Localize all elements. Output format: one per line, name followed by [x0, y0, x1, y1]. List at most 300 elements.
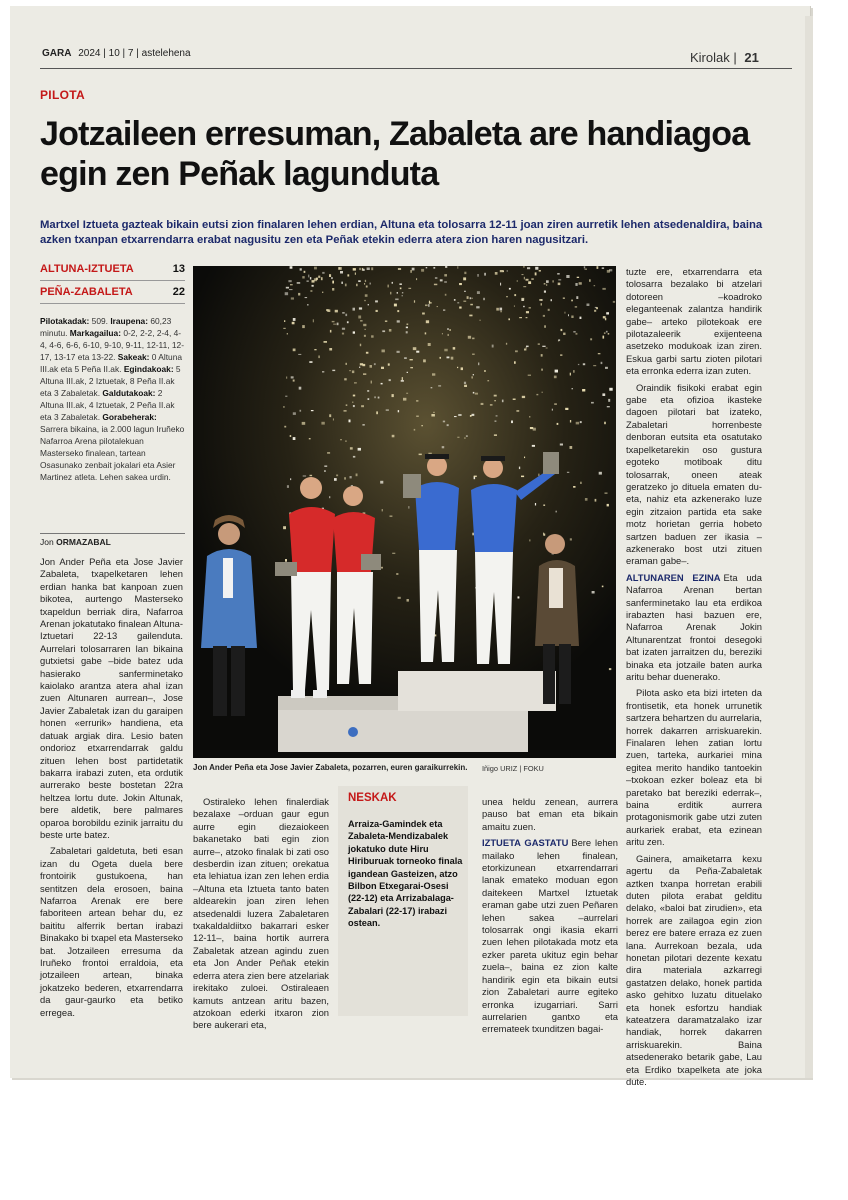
confetti-piece	[601, 362, 603, 364]
confetti-piece	[570, 446, 573, 449]
confetti-piece	[425, 305, 428, 307]
confetti-piece	[543, 505, 545, 506]
confetti-piece	[302, 422, 306, 425]
confetti-piece	[546, 348, 548, 349]
confetti-piece	[519, 317, 522, 318]
confetti-piece	[353, 405, 355, 407]
confetti-piece	[570, 538, 572, 540]
confetti-piece	[298, 293, 300, 296]
confetti-piece	[368, 398, 370, 400]
confetti-piece	[389, 379, 391, 381]
confetti-piece	[484, 273, 485, 276]
paragraph: tuzte ere, etxarrendarra eta tolosarra bezalako bi atzelari dotoreen –koadroko eleganteenak zalantza handirik gabe– arteko pilotekoak ere pilotazaleerik exijenteena asetzeko modukoak izan ziren. Eskua garbi sartu zioten pilotari eta erronka ederra izan zuten.	[626, 266, 762, 377]
confetti-piece	[362, 424, 364, 426]
confetti-piece	[464, 385, 467, 387]
confetti-piece	[575, 306, 577, 307]
confetti-piece	[287, 485, 289, 488]
confetti-piece	[353, 331, 355, 333]
confetti-piece	[392, 394, 394, 397]
confetti-piece	[403, 398, 406, 401]
confetti-piece	[293, 437, 296, 440]
confetti-piece	[342, 333, 344, 335]
confetti-piece	[366, 286, 368, 288]
confetti-piece	[529, 416, 530, 417]
confetti-piece	[401, 380, 404, 381]
article-column-1	[40, 556, 183, 1023]
confetti-piece	[342, 312, 345, 313]
confetti-piece	[500, 308, 503, 311]
confetti-piece	[500, 283, 501, 286]
confetti-piece	[521, 476, 524, 478]
confetti-piece	[448, 334, 449, 336]
confetti-piece	[399, 283, 402, 285]
confetti-piece	[461, 367, 463, 370]
confetti-piece	[355, 273, 356, 275]
confetti-piece	[572, 388, 573, 389]
confetti-piece	[406, 327, 408, 329]
confetti-piece	[421, 269, 424, 272]
confetti-piece	[307, 304, 309, 305]
confetti-piece	[583, 363, 585, 365]
confetti-piece	[416, 351, 419, 353]
confetti-piece	[477, 291, 480, 294]
confetti-piece	[464, 272, 466, 274]
confetti-piece	[438, 385, 441, 386]
confetti-piece	[472, 376, 473, 378]
subheading: ALTUNAREN EZINA	[626, 571, 721, 583]
confetti-piece	[419, 454, 422, 456]
confetti-piece	[602, 393, 605, 396]
confetti-piece	[376, 411, 378, 414]
confetti-piece	[544, 283, 546, 284]
section-label: PILOTA	[40, 88, 85, 102]
confetti-piece	[322, 371, 324, 372]
confetti-piece	[457, 437, 459, 438]
confetti-piece	[570, 420, 571, 423]
confetti-piece	[340, 271, 343, 274]
confetti-piece	[381, 383, 383, 385]
confetti-piece	[293, 318, 296, 321]
confetti-piece	[285, 559, 287, 562]
confetti-piece	[468, 336, 471, 339]
confetti-piece	[428, 304, 430, 307]
confetti-piece	[516, 410, 519, 411]
confetti-piece	[595, 499, 597, 502]
confetti-piece	[423, 359, 426, 362]
confetti-piece	[290, 266, 293, 269]
confetti-piece	[344, 378, 347, 380]
confetti-piece	[541, 354, 543, 357]
paper-name: GARA	[42, 48, 72, 59]
confetti-piece	[345, 284, 347, 287]
confetti-piece	[434, 284, 437, 286]
confetti-piece	[481, 403, 484, 405]
confetti-piece	[314, 278, 317, 281]
confetti-piece	[426, 267, 428, 268]
confetti-piece	[397, 292, 398, 294]
confetti-piece	[560, 444, 563, 446]
paragraph: Gainera, amaiketarra kexu agertu da Peña-Zabaletak aztken txanpa horretan erabili duten pilota erabat gelditu delako, «baloi bat zirudien», eta horrek are zailagoa egin zion berez ere batere erraza ez zuen lana. Aurrekoan bezala, uda honetan pilotari dezente kexatu dira materiala azkarregi gastatzen delako, honek partida asko gehitxo luzatu dituelako eta honek esfortzu handiak kateatzera daramatzalako izar handiak, horrek dakarren arriskuarekin. Baina atsedenerako betarik gabe, Lau eta Erdiko txapelketa ate joka dute.	[626, 852, 762, 1087]
confetti-piece	[445, 294, 447, 296]
confetti-piece	[527, 267, 530, 269]
confetti-piece	[449, 329, 451, 331]
confetti-piece	[425, 332, 427, 334]
confetti-piece	[371, 267, 373, 270]
confetti-piece	[406, 393, 408, 394]
confetti-piece	[563, 333, 565, 335]
confetti-piece	[346, 405, 348, 406]
confetti-piece	[445, 266, 447, 268]
confetti-piece	[303, 475, 306, 476]
confetti-piece	[371, 381, 372, 384]
confetti-piece	[514, 305, 515, 306]
confetti-piece	[447, 424, 449, 426]
confetti-piece	[318, 276, 320, 278]
confetti-piece	[506, 343, 507, 345]
confetti-piece	[502, 400, 504, 403]
confetti-piece	[531, 279, 534, 280]
confetti-piece	[598, 353, 601, 354]
confetti-piece	[364, 335, 366, 337]
paragraph: Jon Ander Peña eta Jose Javier Zabaleta, txapelketaren lehen erdian hanka bat kanpoan zuen bikotea, aurtengo Masterseko txapeldun berriak dira, Nafarroa Arenan jokatutako finalean Altuna-Iztuetari 22-13 gailenduta. Aurrelari tolosarraren lan bikaina gutxietsi gabe –bide batez uda hasierako sanferminetako kaiolako arantza atera ahal izan zuen Altunaren aurrean–, Jose Javier Zabaletak izan du garaipen honen «errurik» handiena, eta datuak argiak dira. Lesio baten ondorioz etxarrendarrak galdu zituen lehen bost partidetatik bakarra irabazi zuten, eta ordutik aurrerako beste bostetan 22ra heltzea lortu dute. Jokin Altunak, bere aldetik, bere palmares oparoa borobildu ezinik jarraitu du beste urte batez.	[40, 556, 183, 840]
confetti-piece	[402, 377, 403, 380]
confetti-piece	[523, 266, 524, 267]
confetti-piece	[402, 295, 403, 296]
confetti-piece	[609, 668, 611, 670]
issue-date: 2024 | 10 | 7 | astelehena	[78, 48, 191, 59]
confetti-piece	[518, 596, 520, 598]
confetti-piece	[514, 294, 516, 296]
confetti-piece	[496, 308, 499, 311]
byline: Jon ORMAZABAL	[40, 537, 111, 547]
confetti-piece	[576, 296, 578, 299]
confetti-piece	[543, 533, 544, 535]
confetti-piece	[602, 267, 604, 269]
confetti-piece	[286, 287, 289, 289]
paragraph: Pilota asko eta bizi irteten da frontisetik, eta honek urrunetik sartzera behartzen du aurrelaria, horrek dakarren arriskuarekin. Finalaren lehen zatian lortu zuen, tarteka, aurkariei mina egitea merito handiko tantoekin –txokoan ezker boleaz eta bi paretako bat bereziki ederrak–, baina erditik aurrera protagonismorik gabe utzi zuten aurkariek erabat, eta ezinean aritu zen.	[626, 687, 763, 848]
confetti-piece	[472, 298, 473, 299]
confetti-piece	[330, 330, 332, 333]
confetti-piece	[541, 369, 543, 371]
confetti-piece	[390, 516, 393, 517]
confetti-piece	[346, 363, 347, 365]
confetti-piece	[414, 429, 416, 431]
paragraph: Ostiraleko lehen finalerdiak bezalaxe –orduan gaur egun aurre egin diezaiokeen bakanetako bati egin zion aurre–, atzoko finalak bi zati oso desberdin izan zituen; orekatua eta lehiatua izan zen lehen erdia –Altuna eta Iztueta tanto baten aldearekin joan ziren lehen atsedenaldi luzera Zabaletaren txakaldaldiitxo bakarrari esker 12-11–, baina hortik aurrera Zabaletak atzean agindu zuen eta Jon Ander Peñak etekin ederra atera zien bere atzelariak irekitako zuloei. Ostiraleaen kamuts antzean aritu bazen, atzokoan ederki itxaron zion bere aukerari eta,	[193, 796, 329, 1031]
confetti-piece	[394, 304, 397, 307]
confetti-piece	[467, 296, 469, 299]
confetti-piece	[454, 416, 457, 417]
confetti-piece	[596, 307, 598, 309]
confetti-piece	[333, 418, 334, 420]
confetti-piece	[494, 395, 497, 397]
confetti-piece	[390, 292, 391, 295]
confetti-piece	[554, 376, 557, 379]
confetti-piece	[519, 467, 520, 470]
confetti-piece	[526, 279, 529, 281]
confetti-piece	[554, 403, 557, 404]
article-column-2	[193, 796, 329, 1036]
confetti-piece	[283, 406, 285, 407]
confetti-piece	[397, 310, 399, 312]
confetti-piece	[511, 421, 513, 424]
confetti-piece	[408, 288, 411, 289]
confetti-piece	[353, 456, 355, 458]
confetti-piece	[606, 331, 608, 333]
score-row	[40, 263, 185, 275]
confetti-piece	[476, 306, 479, 308]
confetti-piece	[558, 279, 561, 280]
confetti-piece	[560, 355, 562, 356]
confetti-piece	[329, 414, 331, 417]
confetti-piece	[444, 349, 447, 352]
confetti-piece	[290, 284, 293, 285]
confetti-piece	[576, 333, 578, 335]
confetti-piece	[597, 266, 599, 269]
confetti-piece	[539, 270, 541, 271]
confetti-piece	[607, 406, 610, 407]
confetti-piece	[353, 395, 355, 397]
confetti-piece	[454, 299, 456, 301]
confetti-piece	[326, 309, 329, 311]
confetti-piece	[374, 363, 376, 365]
confetti-piece	[602, 586, 604, 588]
confetti-piece	[473, 392, 475, 394]
photo-caption: Jon Ander Peña eta Jose Javier Zabaleta, pozarren, euren garaikurrekin.	[193, 763, 468, 772]
confetti-piece	[307, 281, 309, 282]
confetti-piece	[573, 486, 575, 488]
confetti-piece	[573, 331, 575, 332]
confetti-piece	[523, 286, 526, 287]
confetti-piece	[356, 474, 358, 477]
confetti-piece	[605, 318, 606, 320]
confetti-piece	[533, 428, 536, 431]
confetti-piece	[324, 470, 326, 472]
confetti-piece	[522, 396, 525, 398]
confetti-piece	[552, 409, 553, 411]
confetti-piece	[517, 281, 518, 282]
score-divider	[40, 280, 185, 281]
confetti-piece	[535, 503, 536, 506]
confetti-piece	[475, 393, 478, 395]
confetti-piece	[524, 349, 526, 351]
article-column-4	[626, 266, 762, 1092]
confetti-piece	[353, 268, 356, 271]
confetti-piece	[408, 506, 409, 509]
confetti-piece	[576, 422, 579, 425]
confetti-piece	[381, 367, 384, 369]
confetti-piece	[608, 399, 610, 402]
confetti-piece	[414, 300, 415, 302]
confetti-piece	[324, 341, 328, 343]
confetti-piece	[529, 539, 530, 541]
confetti-piece	[538, 344, 540, 345]
confetti-piece	[472, 414, 475, 416]
confetti-piece	[283, 526, 286, 529]
confetti-piece	[487, 380, 489, 381]
confetti-piece	[293, 380, 295, 382]
confetti-piece	[494, 434, 497, 436]
confetti-piece	[542, 392, 543, 393]
photo-credit: Iñigo URIZ | FOKU	[482, 764, 544, 773]
confetti-piece	[515, 350, 518, 352]
confetti-piece	[585, 498, 588, 501]
confetti-piece	[402, 292, 403, 293]
confetti-piece	[483, 298, 485, 300]
confetti-piece	[350, 476, 352, 478]
confetti-piece	[464, 382, 466, 384]
confetti-piece	[443, 421, 445, 423]
confetti-piece	[329, 348, 332, 351]
confetti-piece	[363, 374, 366, 375]
confetti-piece	[327, 452, 330, 454]
confetti-piece	[370, 365, 373, 368]
confetti-piece	[541, 303, 542, 305]
confetti-piece	[538, 474, 539, 477]
confetti-piece	[368, 304, 369, 305]
confetti-piece	[580, 421, 582, 423]
confetti-piece	[285, 292, 288, 295]
team-points: 22	[172, 286, 185, 298]
confetti-piece	[421, 425, 423, 426]
section-name: Kirolak	[690, 50, 730, 65]
confetti-piece	[440, 279, 443, 281]
confetti-piece	[413, 347, 417, 350]
confetti-piece	[607, 270, 610, 273]
confetti-piece	[457, 266, 458, 269]
confetti-piece	[457, 302, 459, 303]
confetti-piece	[472, 354, 475, 355]
confetti-piece	[404, 357, 407, 359]
confetti-piece	[558, 340, 560, 341]
confetti-piece	[599, 472, 602, 475]
team-points: 13	[172, 263, 185, 275]
confetti-piece	[565, 408, 568, 410]
confetti-piece	[464, 437, 465, 438]
confetti-piece	[557, 273, 560, 274]
confetti-piece	[354, 382, 357, 384]
confetti-piece	[300, 268, 302, 270]
confetti-piece	[410, 367, 413, 368]
confetti-piece	[508, 318, 510, 320]
confetti-piece	[364, 329, 366, 330]
confetti-piece	[470, 297, 472, 299]
masthead	[42, 48, 191, 59]
confetti-piece	[305, 297, 308, 298]
team-name: PEÑA-ZABALETA	[40, 286, 133, 298]
confetti-piece	[551, 299, 553, 301]
confetti-piece	[385, 321, 387, 322]
confetti-piece	[528, 281, 531, 284]
confetti-piece	[380, 481, 383, 484]
confetti-piece	[542, 346, 545, 347]
confetti-piece	[444, 281, 447, 282]
confetti-piece	[563, 297, 565, 299]
confetti-piece	[524, 277, 525, 280]
confetti-piece	[571, 316, 573, 319]
confetti-piece	[356, 284, 358, 287]
confetti-piece	[358, 316, 361, 319]
confetti-piece	[304, 271, 306, 273]
confetti-piece	[358, 448, 361, 451]
confetti-piece	[382, 509, 383, 511]
confetti-piece	[603, 336, 605, 339]
confetti-piece	[433, 412, 435, 413]
confetti-piece	[344, 410, 347, 411]
confetti-piece	[457, 367, 458, 368]
deck: Martxel Iztueta gazteak bikain eutsi zion finalaren lehen erdian, Altuna eta tolosarra 12-11 joan ziren aurretik lehen atsedenaldira, baina azken txanpan etxarrendarra erabat nagusitu zen eta Peñak etekin ederra atera zion haren nagusitzari.	[40, 219, 763, 246]
confetti-piece	[584, 266, 585, 268]
confetti-piece	[453, 347, 456, 350]
confetti-piece	[285, 396, 287, 397]
confetti-piece	[329, 274, 331, 277]
paragraph: ALTUNAREN EZINA Eta uda Nafarroa Arenan bertan sanferminetako lau eta erdikoa irabazten hasi bazuen ere, Nafarroa Arenak Jokin Altunarentzat frontoi desegoki bat izaten jarraitzen du, bereziki binaka eta jotzaile baten aurka aritu behar duenerako.	[626, 571, 762, 682]
page-edge	[805, 16, 813, 1078]
confetti-piece	[302, 276, 304, 278]
confetti-piece	[590, 338, 592, 340]
confetti-piece	[371, 335, 374, 337]
confetti-piece	[509, 288, 511, 290]
confetti-piece	[544, 291, 546, 293]
confetti-piece	[365, 280, 366, 282]
confetti-piece	[496, 415, 498, 416]
confetti-piece	[548, 309, 550, 311]
confetti-piece	[416, 416, 419, 418]
confetti-piece	[322, 292, 323, 293]
confetti-piece	[332, 281, 334, 284]
confetti-piece	[571, 300, 573, 302]
confetti-piece	[310, 475, 313, 476]
confetti-piece	[363, 269, 365, 271]
confetti-piece	[392, 435, 395, 438]
confetti-piece	[500, 270, 504, 272]
confetti-piece	[342, 328, 345, 330]
confetti-piece	[564, 312, 565, 314]
confetti-piece	[546, 280, 549, 283]
confetti-piece	[536, 394, 538, 395]
podium-logo-icon	[348, 727, 358, 737]
confetti-piece	[524, 457, 525, 459]
sidebar-title: NESKAK	[348, 792, 397, 804]
confetti-piece	[298, 354, 301, 355]
confetti-piece	[406, 331, 408, 333]
confetti-piece	[350, 447, 353, 449]
confetti-piece	[526, 317, 528, 318]
confetti-piece	[432, 373, 435, 375]
confetti-piece	[514, 361, 516, 364]
confetti-piece	[289, 289, 293, 290]
confetti-piece	[359, 307, 362, 309]
paragraph: Oraindik fisikoki erabat egin gabe eta ofizioa ikasteke dagoen pilotari bat izateko, Zabaletari horrenbeste denboran eutsita eta osatutako txapelketarekin oso gustura egoteko motiboak ditu tolosarrak, oneen ateak geratzeko jo dituela ematen du-eta, nahiz eta azkenerako luze egin zitzaion partida eta sake motz horietan gerria hobeto sartzen baduen zer ikasia –azkenerako bost utzi zituen eraman gabe–.	[626, 381, 762, 567]
confetti-piece	[375, 300, 378, 302]
confetti-piece	[613, 301, 615, 303]
confetti-piece	[329, 496, 330, 498]
confetti-piece	[313, 319, 314, 322]
confetti-piece	[311, 410, 314, 411]
confetti-piece	[291, 376, 294, 378]
confetti-piece	[286, 377, 287, 379]
confetti-piece	[382, 330, 385, 332]
confetti-piece	[594, 310, 596, 312]
confetti-piece	[464, 291, 466, 292]
article-column-3	[482, 796, 618, 1040]
confetti-piece	[407, 599, 409, 602]
headline: Jotzaileen erresuman, Zabaleta are handiagoa egin zen Peñak lagunduta	[40, 115, 750, 193]
confetti-piece	[367, 390, 369, 391]
podium-photo	[193, 266, 616, 758]
confetti-piece	[293, 412, 296, 415]
confetti-piece	[288, 280, 291, 282]
confetti-piece	[544, 325, 546, 328]
